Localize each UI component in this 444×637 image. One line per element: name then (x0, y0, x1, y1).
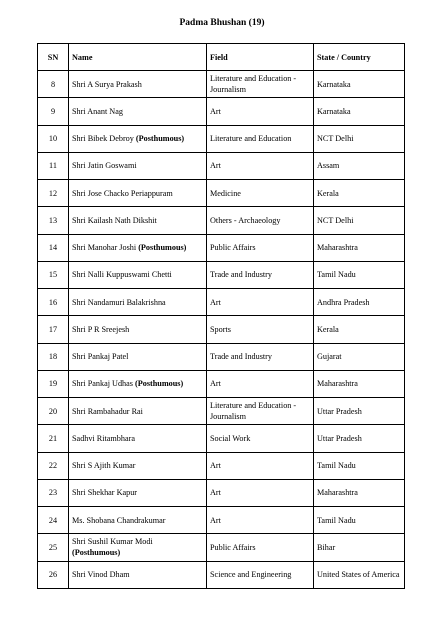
cell-name (69, 261, 207, 288)
cell-field: Literature and Education - Journalism (207, 71, 314, 98)
table-row (38, 71, 405, 98)
cell-state: Karnataka (314, 98, 405, 125)
cell-sn: 13 (38, 207, 69, 234)
cell-field: Art (207, 98, 314, 125)
awardee-name: Shri Pankaj Udhas (72, 379, 133, 389)
cell-name (69, 98, 207, 125)
cell-state: Tamil Nadu (314, 507, 405, 534)
header-state: State / Country (314, 44, 405, 71)
header-name: Name (69, 44, 207, 71)
cell-field: Literature and Education (207, 125, 314, 152)
awardee-name: Shri Jatin Goswami (72, 161, 137, 171)
page-title: Padma Bhushan (19) (179, 18, 265, 28)
cell-sn: 18 (38, 343, 69, 370)
table-row (38, 343, 405, 370)
cell-name (69, 425, 207, 452)
table-row (38, 98, 405, 125)
awardee-name: Ms. Shobana Chandrakumar (72, 515, 166, 525)
awardee-name: Shri Shekhar Kapur (72, 488, 138, 498)
awardee-name: Shri Kailash Nath Dikshit (72, 215, 157, 225)
awardee-name: Shri Nandamuri Balakrishna (72, 297, 166, 307)
cell-state: Uttar Pradesh (314, 398, 405, 425)
table-row (38, 234, 405, 261)
cell-name (69, 343, 207, 370)
cell-field: Literature and Education - Journalism (207, 398, 314, 425)
cell-field: Medicine (207, 180, 314, 207)
cell-name (69, 234, 207, 261)
cell-field: Public Affairs (207, 234, 314, 261)
awardee-name: Shri Nalli Kuppuswami Chetti (72, 270, 172, 280)
awardee-name: Shri A Surya Prakash (72, 79, 142, 89)
cell-field: Trade and Industry (207, 261, 314, 288)
cell-sn: 21 (38, 425, 69, 452)
posthumous-label: (Posthumous) (135, 134, 185, 144)
table-row (38, 370, 405, 397)
table-body (38, 71, 405, 589)
table-row (38, 152, 405, 179)
awardee-name: Shri Pankaj Patel (72, 352, 129, 362)
cell-state: United States of America (314, 561, 405, 588)
cell-state: Bihar (314, 534, 405, 561)
cell-state: Maharashtra (314, 479, 405, 506)
cell-state: Andhra Pradesh (314, 289, 405, 316)
table-row (38, 479, 405, 506)
cell-sn: 15 (38, 261, 69, 288)
cell-state: Assam (314, 152, 405, 179)
header-field: Field (207, 44, 314, 71)
cell-field: Others - Archaeology (207, 207, 314, 234)
cell-sn: 14 (38, 234, 69, 261)
table-row (38, 534, 405, 561)
cell-name (69, 370, 207, 397)
cell-sn: 16 (38, 289, 69, 316)
table-row (38, 289, 405, 316)
cell-state: Maharashtra (314, 370, 405, 397)
cell-name (69, 207, 207, 234)
table-row (38, 125, 405, 152)
cell-state: NCT Delhi (314, 207, 405, 234)
awardee-name: Shri Rambahadur Rai (72, 406, 143, 416)
cell-state: Kerala (314, 180, 405, 207)
cell-sn: 25 (38, 534, 69, 561)
table-row (38, 561, 405, 588)
table-header-row (38, 44, 405, 71)
cell-sn: 10 (38, 125, 69, 152)
awardee-name: Sadhvi Ritambhara (72, 433, 135, 443)
cell-sn: 9 (38, 98, 69, 125)
cell-field: Trade and Industry (207, 343, 314, 370)
cell-state: Maharashtra (314, 234, 405, 261)
table-row (38, 180, 405, 207)
awardee-name: Shri Sushil Kumar Modi (72, 537, 153, 547)
posthumous-label: (Posthumous) (135, 379, 184, 389)
awardee-name: Shri Bibek Debroy (72, 134, 134, 144)
cell-name (69, 398, 207, 425)
cell-state: Kerala (314, 316, 405, 343)
table-row (38, 507, 405, 534)
cell-field: Art (207, 152, 314, 179)
cell-name (69, 561, 207, 588)
cell-field: Social Work (207, 425, 314, 452)
cell-sn: 19 (38, 370, 69, 397)
posthumous-label: (Posthumous) (72, 548, 121, 558)
cell-state: Uttar Pradesh (314, 425, 405, 452)
cell-sn: 22 (38, 452, 69, 479)
table-row (38, 316, 405, 343)
cell-field: Art (207, 479, 314, 506)
cell-state: Tamil Nadu (314, 452, 405, 479)
cell-field: Art (207, 289, 314, 316)
awardee-name: Shri P R Sreejesh (72, 324, 130, 334)
awardee-name: Shri Anant Nag (72, 106, 123, 116)
cell-sn: 23 (38, 479, 69, 506)
cell-sn: 8 (38, 71, 69, 98)
cell-sn: 12 (38, 180, 69, 207)
cell-state: Tamil Nadu (314, 261, 405, 288)
cell-name (69, 507, 207, 534)
cell-field: Art (207, 452, 314, 479)
table-row (38, 425, 405, 452)
cell-sn: 17 (38, 316, 69, 343)
awardee-name: Shri Vinod Dham (72, 570, 130, 580)
cell-sn: 24 (38, 507, 69, 534)
cell-sn: 20 (38, 398, 69, 425)
table-row (38, 207, 405, 234)
cell-name (69, 180, 207, 207)
cell-sn: 26 (38, 561, 69, 588)
cell-name (69, 479, 207, 506)
cell-field: Sports (207, 316, 314, 343)
cell-state: Karnataka (314, 71, 405, 98)
cell-name (69, 452, 207, 479)
cell-name (69, 125, 207, 152)
cell-name (69, 71, 207, 98)
awardee-name: Shri Jose Chacko Periappuram (72, 188, 173, 198)
cell-name (69, 152, 207, 179)
cell-name (69, 534, 207, 561)
cell-state: Gujarat (314, 343, 405, 370)
cell-state: NCT Delhi (314, 125, 405, 152)
table-row (38, 452, 405, 479)
cell-sn: 11 (38, 152, 69, 179)
awards-table (37, 43, 405, 589)
cell-name (69, 289, 207, 316)
cell-field: Public Affairs (207, 534, 314, 561)
posthumous-label: (Posthumous) (138, 243, 187, 253)
table-row (38, 261, 405, 288)
cell-field: Art (207, 370, 314, 397)
header-sn: SN (38, 44, 69, 71)
table-row (38, 398, 405, 425)
cell-field: Science and Engineering (207, 561, 314, 588)
awardee-name: Shri Manohar Joshi (72, 243, 137, 253)
awardee-name: Shri S Ajith Kumar (72, 461, 136, 471)
cell-field: Art (207, 507, 314, 534)
cell-name (69, 316, 207, 343)
